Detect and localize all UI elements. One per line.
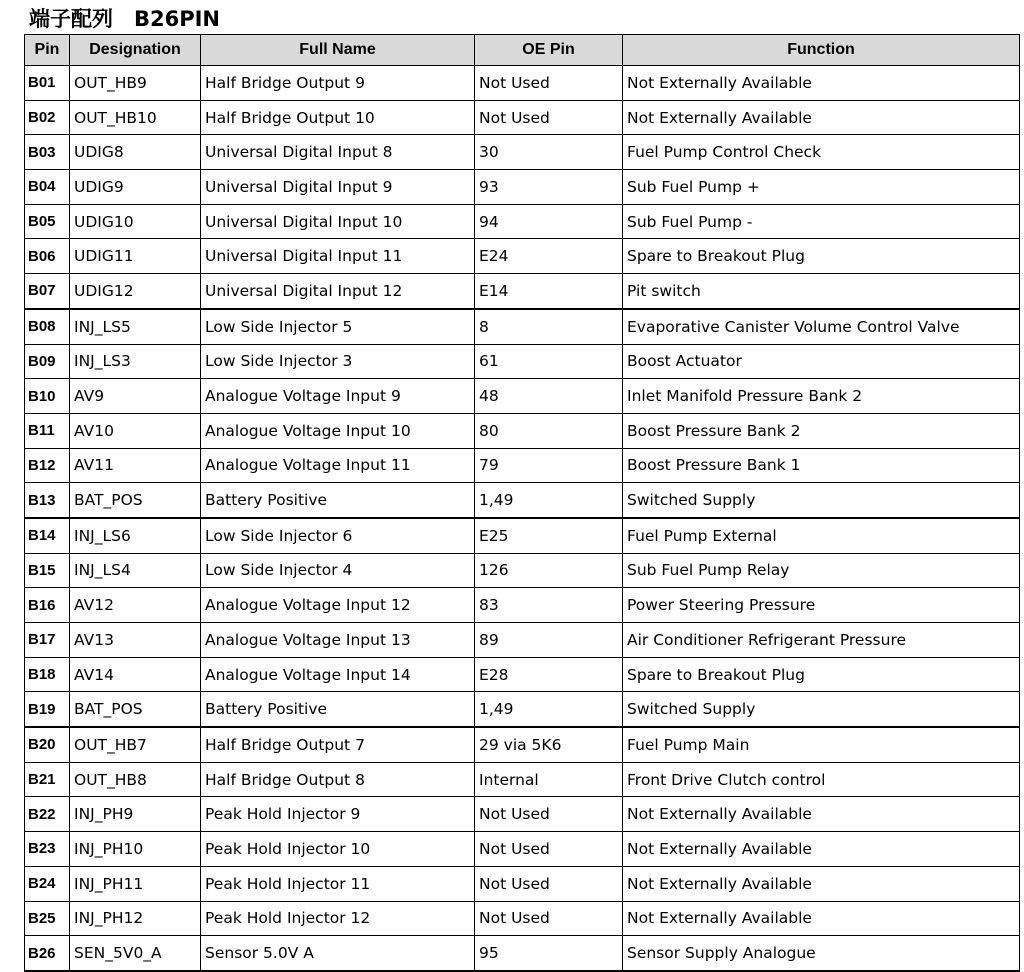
pin-table-header	[25, 35, 1020, 66]
designation-cell: INJ_LS4	[70, 553, 201, 588]
function-cell: Boost Actuator	[623, 344, 1020, 379]
header-pin: Pin	[25, 35, 70, 66]
function-cell: Air Conditioner Refrigerant Pressure	[623, 623, 1020, 658]
function-cell: Not Externally Available	[623, 901, 1020, 936]
designation-cell: AV10	[70, 413, 201, 448]
full-name-cell: Analogue Voltage Input 11	[201, 448, 475, 483]
designation-cell: INJ_LS6	[70, 518, 201, 553]
header-function: Function	[623, 35, 1020, 66]
designation-cell: OUT_HB10	[70, 100, 201, 135]
oe-pin-cell: 61	[475, 344, 623, 379]
designation-cell: AV14	[70, 657, 201, 692]
function-cell: Fuel Pump Main	[623, 727, 1020, 762]
function-cell: Power Steering Pressure	[623, 588, 1020, 623]
header-oe-pin: OE Pin	[475, 35, 623, 66]
oe-pin-cell: E28	[475, 657, 623, 692]
pin-cell: B19	[25, 692, 70, 727]
full-name-cell: Analogue Voltage Input 14	[201, 657, 475, 692]
pin-cell: B24	[25, 866, 70, 901]
function-cell: Switched Supply	[623, 692, 1020, 727]
function-cell: Switched Supply	[623, 483, 1020, 518]
oe-pin-cell: E25	[475, 518, 623, 553]
function-cell: Not Externally Available	[623, 832, 1020, 867]
full-name-cell: Half Bridge Output 9	[201, 66, 475, 101]
full-name-cell: Half Bridge Output 7	[201, 727, 475, 762]
table-row	[25, 623, 1020, 658]
function-cell: Sub Fuel Pump Relay	[623, 553, 1020, 588]
function-cell: Sub Fuel Pump -	[623, 204, 1020, 239]
full-name-cell: Universal Digital Input 12	[201, 274, 475, 309]
pin-table	[24, 34, 1020, 972]
pin-cell: B22	[25, 797, 70, 832]
function-cell: Front Drive Clutch control	[623, 762, 1020, 797]
function-cell: Inlet Manifold Pressure Bank 2	[623, 379, 1020, 414]
pin-cell: B07	[25, 274, 70, 309]
table-row	[25, 866, 1020, 901]
full-name-cell: Battery Positive	[201, 483, 475, 518]
pin-cell: B06	[25, 239, 70, 274]
table-row	[25, 344, 1020, 379]
full-name-cell: Half Bridge Output 8	[201, 762, 475, 797]
pin-cell: B18	[25, 657, 70, 692]
designation-cell: INJ_PH10	[70, 832, 201, 867]
header-designation: Designation	[70, 35, 201, 66]
function-cell: Spare to Breakout Plug	[623, 239, 1020, 274]
full-name-cell: Analogue Voltage Input 12	[201, 588, 475, 623]
pin-cell: B11	[25, 413, 70, 448]
designation-cell: SEN_5V0_A	[70, 936, 201, 971]
table-row	[25, 588, 1020, 623]
designation-cell: OUT_HB9	[70, 66, 201, 101]
pin-cell: B14	[25, 518, 70, 553]
function-cell: Evaporative Canister Volume Control Valve	[623, 309, 1020, 344]
pin-cell: B12	[25, 448, 70, 483]
pin-cell: B23	[25, 832, 70, 867]
oe-pin-cell: Not Used	[475, 832, 623, 867]
designation-cell: UDIG8	[70, 135, 201, 170]
table-row	[25, 379, 1020, 414]
pin-cell: B17	[25, 623, 70, 658]
pin-cell: B08	[25, 309, 70, 344]
designation-cell: AV11	[70, 448, 201, 483]
full-name-cell: Low Side Injector 3	[201, 344, 475, 379]
full-name-cell: Analogue Voltage Input 9	[201, 379, 475, 414]
table-row	[25, 170, 1020, 205]
oe-pin-cell: 8	[475, 309, 623, 344]
oe-pin-cell: 79	[475, 448, 623, 483]
oe-pin-cell: 93	[475, 170, 623, 205]
header-full-name: Full Name	[201, 35, 475, 66]
full-name-cell: Battery Positive	[201, 692, 475, 727]
pin-cell: B01	[25, 66, 70, 101]
oe-pin-cell: Not Used	[475, 100, 623, 135]
full-name-cell: Analogue Voltage Input 10	[201, 413, 475, 448]
designation-cell: OUT_HB8	[70, 762, 201, 797]
designation-cell: UDIG10	[70, 204, 201, 239]
table-row	[25, 135, 1020, 170]
designation-cell: UDIG11	[70, 239, 201, 274]
designation-cell: UDIG12	[70, 274, 201, 309]
oe-pin-cell: E24	[475, 239, 623, 274]
full-name-cell: Universal Digital Input 11	[201, 239, 475, 274]
pin-cell: B15	[25, 553, 70, 588]
oe-pin-cell: Not Used	[475, 797, 623, 832]
oe-pin-cell: Not Used	[475, 866, 623, 901]
table-row	[25, 204, 1020, 239]
table-row	[25, 936, 1020, 971]
full-name-cell: Universal Digital Input 8	[201, 135, 475, 170]
designation-cell: UDIG9	[70, 170, 201, 205]
oe-pin-cell: 126	[475, 553, 623, 588]
function-cell: Not Externally Available	[623, 866, 1020, 901]
pin-table-body	[25, 66, 1020, 971]
oe-pin-cell: Not Used	[475, 66, 623, 101]
pin-cell: B05	[25, 204, 70, 239]
pin-cell: B02	[25, 100, 70, 135]
function-cell: Sub Fuel Pump +	[623, 170, 1020, 205]
table-row	[25, 448, 1020, 483]
oe-pin-cell: 95	[475, 936, 623, 971]
full-name-cell: Low Side Injector 5	[201, 309, 475, 344]
oe-pin-cell: E14	[475, 274, 623, 309]
pin-cell: B16	[25, 588, 70, 623]
designation-cell: OUT_HB7	[70, 727, 201, 762]
full-name-cell: Peak Hold Injector 10	[201, 832, 475, 867]
table-row	[25, 727, 1020, 762]
full-name-cell: Sensor 5.0V A	[201, 936, 475, 971]
pin-cell: B03	[25, 135, 70, 170]
designation-cell: INJ_PH12	[70, 901, 201, 936]
full-name-cell: Peak Hold Injector 12	[201, 901, 475, 936]
table-row	[25, 832, 1020, 867]
full-name-cell: Peak Hold Injector 11	[201, 866, 475, 901]
oe-pin-cell: Not Used	[475, 901, 623, 936]
header-row	[25, 35, 1020, 66]
pin-cell: B21	[25, 762, 70, 797]
table-row	[25, 413, 1020, 448]
designation-cell: BAT_POS	[70, 692, 201, 727]
table-row	[25, 553, 1020, 588]
oe-pin-cell: 29 via 5K6	[475, 727, 623, 762]
oe-pin-cell: Internal	[475, 762, 623, 797]
function-cell: Sensor Supply Analogue	[623, 936, 1020, 971]
oe-pin-cell: 1,49	[475, 483, 623, 518]
designation-cell: AV12	[70, 588, 201, 623]
oe-pin-cell: 89	[475, 623, 623, 658]
pin-cell: B09	[25, 344, 70, 379]
pin-cell: B25	[25, 901, 70, 936]
full-name-cell: Universal Digital Input 9	[201, 170, 475, 205]
designation-cell: INJ_LS5	[70, 309, 201, 344]
table-row	[25, 483, 1020, 518]
full-name-cell: Universal Digital Input 10	[201, 204, 475, 239]
table-row	[25, 657, 1020, 692]
oe-pin-cell: 80	[475, 413, 623, 448]
table-row	[25, 797, 1020, 832]
function-cell: Fuel Pump Control Check	[623, 135, 1020, 170]
function-cell: Spare to Breakout Plug	[623, 657, 1020, 692]
function-cell: Not Externally Available	[623, 797, 1020, 832]
table-row	[25, 100, 1020, 135]
table-row	[25, 274, 1020, 309]
table-row	[25, 239, 1020, 274]
pin-cell: B10	[25, 379, 70, 414]
function-cell: Not Externally Available	[623, 100, 1020, 135]
function-cell: Fuel Pump External	[623, 518, 1020, 553]
table-row	[25, 762, 1020, 797]
full-name-cell: Low Side Injector 4	[201, 553, 475, 588]
function-cell: Boost Pressure Bank 2	[623, 413, 1020, 448]
oe-pin-cell: 1,49	[475, 692, 623, 727]
oe-pin-cell: 83	[475, 588, 623, 623]
table-row	[25, 518, 1020, 553]
designation-cell: INJ_PH9	[70, 797, 201, 832]
full-name-cell: Analogue Voltage Input 13	[201, 623, 475, 658]
table-row	[25, 901, 1020, 936]
designation-cell: INJ_LS3	[70, 344, 201, 379]
designation-cell: INJ_PH11	[70, 866, 201, 901]
designation-cell: BAT_POS	[70, 483, 201, 518]
table-row	[25, 309, 1020, 344]
function-cell: Boost Pressure Bank 1	[623, 448, 1020, 483]
oe-pin-cell: 30	[475, 135, 623, 170]
pin-cell: B26	[25, 936, 70, 971]
function-cell: Not Externally Available	[623, 66, 1020, 101]
oe-pin-cell: 48	[475, 379, 623, 414]
function-cell: Pit switch	[623, 274, 1020, 309]
designation-cell: AV13	[70, 623, 201, 658]
oe-pin-cell: 94	[475, 204, 623, 239]
table-row	[25, 66, 1020, 101]
designation-cell: AV9	[70, 379, 201, 414]
table-row	[25, 692, 1020, 727]
full-name-cell: Peak Hold Injector 9	[201, 797, 475, 832]
full-name-cell: Low Side Injector 6	[201, 518, 475, 553]
full-name-cell: Half Bridge Output 10	[201, 100, 475, 135]
page-title: 端子配列 B26PIN	[29, 7, 221, 31]
pin-cell: B13	[25, 483, 70, 518]
pin-cell: B20	[25, 727, 70, 762]
pin-cell: B04	[25, 170, 70, 205]
